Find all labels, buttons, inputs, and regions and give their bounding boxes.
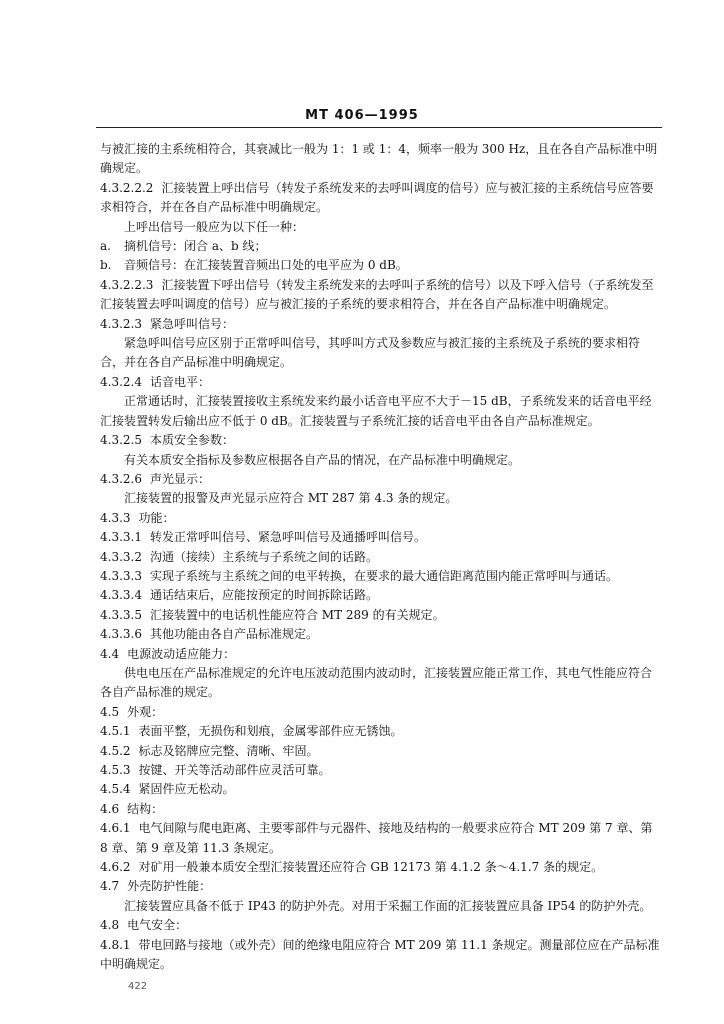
clause-text: 本质安全参数： (149, 433, 234, 448)
clause-4-3-2-3 (100, 315, 660, 334)
list-text: 音频信号：在汇接装置音频出口处的电平应为 0 dB。 (124, 258, 408, 273)
clause-number: 4.5.3 (100, 763, 131, 777)
paragraph: 紧急呼叫信号应区别于正常呼叫信号，其呼叫方式及参数应与被汇接的主系统及子系统的要求相符合，并在各自产品标准中明确规定。 (100, 336, 641, 370)
clause-text: 汇接装置上呼出信号（转发子系统发来的去呼叫调度的信号）应与被汇接的主系统信号应答要求相符合，并在各自产品标准中明确规定。 (100, 180, 654, 215)
clause-text: 汇接装置中的电话机性能应符合 MT 289 的有关规定。 (149, 607, 445, 622)
clause-number: 4.3.3.1 (100, 530, 142, 545)
paragraph: 上呼出信号一般应为以下任一种： (124, 219, 305, 234)
clause-text: 外壳防护性能： (127, 879, 212, 894)
paragraph: 正常通话时，汇接装置接收主系统发来约最小话音电平应不大于－15 dB，子系统发来的话音电平经汇接装置转发后输出应不低于 0 dB。汇接装置与子系统汇接的话音电平由各自产品标准规定。 (100, 394, 652, 428)
clause-text: 通话结束后，应能按预定的时间拆除话路。 (149, 588, 378, 603)
clause-text: 实现子系统与主系统之间的电平转换，在要求的最大通信距离范围内能正常呼叫与通话。 (149, 568, 618, 583)
clause-number: 4.5.4 (100, 782, 131, 797)
clause-4-3-3-4 (100, 586, 660, 605)
clause-4-3-3-3 (100, 567, 660, 586)
clause-text: 转发正常呼叫信号、紧急呼叫信号及通播呼叫信号。 (149, 530, 426, 545)
clause-4-6 (100, 800, 660, 819)
clause-number: 4.3.3.2 (100, 549, 142, 564)
clause-4-8-1 (100, 936, 660, 975)
clause-number: 4.5.1 (100, 724, 131, 739)
clause-text: 沟通（接续）主系统与子系统之间的话路。 (149, 549, 378, 564)
clause-number: 4.3.3.4 (100, 588, 142, 603)
header-rule (96, 127, 662, 128)
clause-4-3-2-6 (100, 470, 660, 489)
clause-4-8 (100, 916, 660, 935)
clause-text: 电源波动适应能力： (127, 646, 236, 661)
paragraph: 汇接装置应具备不低于 IP43 的防护外壳。对用于采掘工作面的汇接装置应具备 IP54 的防护外壳。 (124, 898, 652, 913)
paragraph: 汇接装置的报警及声光显示应符合 MT 287 第 4.3 条的规定。 (124, 491, 458, 506)
clause-4-3-3-1 (100, 528, 660, 547)
clause-text: 电气间隙与爬电距离、主要零部件与元器件、接地及结构的一般要求应符合 MT 209 第 7 章、第 8 章、第 9 章及第 11.3 条规定。 (100, 821, 653, 855)
clause-number: 4.7 (100, 879, 120, 894)
clause-4-5-4 (100, 780, 660, 799)
clause-text: 按键、开关等活动部件应灵活可靠。 (138, 763, 331, 777)
clause-text: 汇接装置下呼出信号（转发主系统发来的去呼叫子系统的信号）以及下呼入信号（子系统发至汇接装置去呼叫调度的信号）应与被汇接的子系统的要求相符合，并在各自产品标准中明确规定。 (100, 277, 654, 312)
clause-number: 4.3.2.6 (100, 471, 142, 486)
clause-number: 4.3.2.5 (100, 433, 142, 448)
clause-text: 电气安全： (127, 918, 188, 933)
clause-4-5 (100, 703, 660, 722)
clause-text: 结构： (127, 801, 164, 816)
clause-4-7 (100, 877, 660, 896)
list-label: a. (100, 239, 111, 254)
clause-4-6-2 (100, 858, 660, 877)
document-header: MT 406—1995 (305, 108, 419, 123)
clause-number: 4.8.1 (100, 937, 131, 952)
clause-number: 4.8 (100, 918, 120, 933)
clause-4-5-1 (100, 722, 660, 741)
paragraph: 与被汇接的主系统相符合，其衰减比一般为 1：1 或 1：4，频率一般为 300 Hz，且在各自产品标准中明确规定。 (100, 142, 658, 176)
clause-number: 4.3.3.6 (100, 627, 142, 642)
clause-number: 4.6.1 (100, 821, 131, 836)
clause-4-5-3 (100, 761, 660, 780)
list-item-b (100, 256, 660, 275)
clause-text: 紧固件应无松动。 (138, 782, 235, 797)
clause-number: 4.6.2 (100, 860, 131, 875)
clause-number: 4.3.3.5 (100, 607, 142, 622)
list-item-a (100, 237, 660, 256)
clause-text: 话音电平： (149, 374, 210, 389)
clause-number: 4.3.2.2.3 (100, 277, 154, 292)
clause-4-3-3-5 (100, 606, 660, 625)
clause-4-3-3-2 (100, 548, 660, 567)
clause-text: 标志及铭牌应完整、清晰、牢固。 (138, 743, 319, 758)
clause-number: 4.4 (100, 646, 120, 661)
clause-number: 4.5 (100, 704, 120, 719)
clause-text: 外观： (127, 704, 164, 719)
clause-number: 4.5.2 (100, 743, 131, 758)
clause-text: 其他功能由各自产品标准规定。 (149, 627, 318, 642)
clause-number: 4.6 (100, 801, 120, 816)
clause-4-3-2-5 (100, 431, 660, 450)
clause-number: 4.3.2.4 (100, 374, 142, 389)
clause-text: 对矿用一般兼本质安全型汇接装置还应符合 GB 12173 第 4.1.2 条～4.1.7 条的规定。 (138, 860, 604, 875)
document-body (100, 140, 660, 974)
list-label: b. (100, 258, 112, 273)
clause-4-3-2-2-3 (100, 276, 660, 315)
clause-4-4 (100, 645, 660, 664)
clause-4-3-2-4 (100, 373, 660, 392)
clause-4-3-2-2-2 (100, 179, 660, 218)
clause-number: 4.3.2.2.2 (100, 180, 154, 195)
clause-text: 表面平整，无损伤和划痕，金属零部件应无锈蚀。 (138, 724, 403, 739)
clause-text: 带电回路与接地（或外壳）间的绝缘电阻应符合 MT 209 第 11.1 条规定。测量部位应在产品标准中明确规定。 (100, 937, 660, 972)
clause-text: 声光显示： (149, 471, 210, 486)
page-number: 422 (128, 981, 148, 992)
clause-4-5-2 (100, 742, 660, 761)
clause-number: 4.3.3 (100, 510, 131, 525)
clause-number: 4.3.2.3 (100, 316, 142, 331)
clause-number: 4.3.3.3 (100, 568, 142, 583)
clause-4-3-3-6 (100, 625, 660, 644)
clause-text: 紧急呼叫信号： (149, 316, 234, 331)
list-text: 摘机信号：闭合 a、b 线； (124, 239, 267, 254)
clause-4-3-3 (100, 509, 660, 528)
paragraph: 供电电压在产品标准规定的允许电压波动范围内波动时，汇接装置应能正常工作，其电气性能应符合各自产品标准的规定。 (100, 665, 653, 700)
clause-text: 功能： (138, 510, 175, 525)
clause-4-6-1 (100, 819, 660, 858)
paragraph: 有关本质安全指标及参数应根据各自产品的情况，在产品标准中明确规定。 (124, 452, 521, 467)
